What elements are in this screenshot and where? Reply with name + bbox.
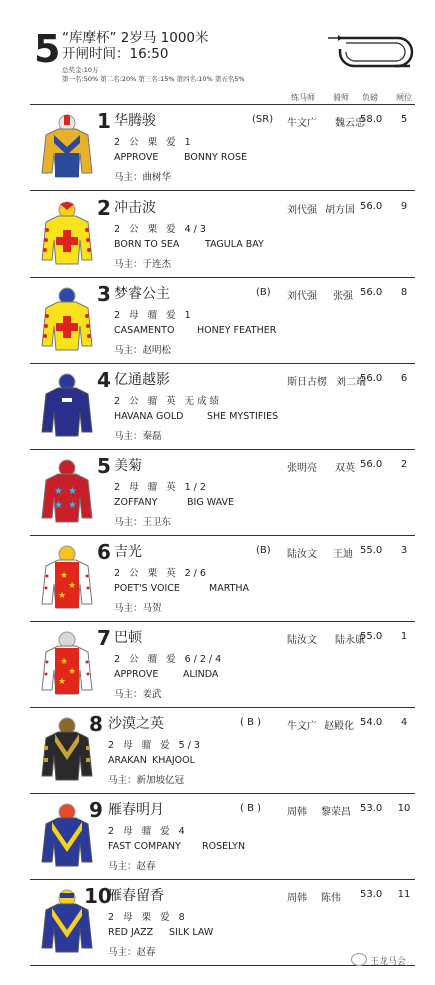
race-start-time: 开闸时间：16:50 [62, 46, 169, 62]
horse-info: 2 公 骝 英 无成绩 [114, 396, 223, 407]
col-weight-header: 负磅 [362, 93, 378, 102]
col-jockey-header: 骑师 [333, 93, 349, 102]
svg-text:★: ★ [68, 486, 77, 497]
trainer-name: 刘代强 [287, 205, 317, 216]
weight: 58.0 [360, 114, 383, 125]
gate-number: 2 [400, 459, 408, 470]
horse-name: 冲击波 [114, 200, 156, 216]
gate-number: 6 [400, 373, 408, 384]
sire-name: APPROVE [114, 669, 159, 680]
horse-info: 2 母 骝 爱 1 [114, 310, 194, 321]
sire-name: CASAMENTO [114, 325, 175, 336]
equipment-tag: ( B ) [240, 803, 262, 814]
owner-name: 马主：赵春 [108, 947, 156, 958]
jockey-name: 陈伟 [321, 893, 341, 904]
runner-row [30, 105, 415, 191]
trainer-name: 周韩 [287, 807, 307, 818]
runner-row [30, 708, 415, 794]
gate-number: 4 [400, 717, 408, 728]
horse-info: 2 公 栗 爱 1 [114, 137, 194, 148]
runner-number: 8 [89, 712, 103, 736]
runner-number: 6 [97, 540, 111, 564]
runner-number: 3 [97, 282, 111, 306]
svg-text:★: ★ [58, 591, 67, 601]
gate-number: 9 [400, 201, 408, 212]
runner-row [30, 278, 415, 364]
horse-name: 吉光 [114, 544, 142, 560]
sire-name: ARAKAN [108, 755, 147, 766]
owner-name: 马主：新加坡亿冠 [108, 775, 185, 786]
runner-row [30, 364, 415, 450]
runner-number: 4 [97, 368, 111, 392]
horse-info: 2 母 栗 爱 8 [108, 912, 188, 923]
logo-text: 王龙马会 [370, 957, 407, 967]
jockey-name: 黎荣昌 [321, 807, 351, 818]
horse-name: 华腾骏 [114, 113, 156, 129]
svg-text:★: ★ [54, 486, 63, 497]
owner-name: 马主：马贺 [114, 603, 162, 614]
owner-name: 马主：曲树华 [114, 172, 172, 183]
trainer-name: 牛文广 [287, 721, 317, 732]
dam-name: HONEY FEATHER [197, 325, 277, 336]
dam-name: SILK LAW [169, 927, 214, 938]
sire-name: POET'S VOICE [114, 583, 180, 594]
trainer-name: 周韩 [287, 893, 307, 904]
weight: 55.0 [360, 631, 383, 642]
equipment-tag: (B) [256, 545, 271, 556]
horse-name: 巴顿 [114, 630, 142, 646]
weight: 56.0 [360, 459, 383, 470]
dam-name: ROSELYN [202, 841, 246, 852]
runner-number: 2 [97, 196, 111, 220]
horse-info: 2 母 骝 爱 4 [108, 826, 188, 837]
gate-number: 3 [400, 545, 408, 556]
runner-row [30, 192, 415, 278]
dam-name: BONNY ROSE [184, 152, 247, 163]
weight: 56.0 [360, 287, 383, 298]
svg-text:★: ★ [54, 500, 63, 511]
weight: 55.0 [360, 545, 383, 556]
owner-name: 马主：赵明松 [114, 345, 172, 356]
horse-info: 2 公 栗 英 2/6 [114, 568, 209, 579]
weight: 53.0 [360, 803, 383, 814]
horse-name: 雁春留香 [108, 888, 164, 904]
chat-bubble-icon [351, 953, 367, 966]
svg-text:★: ★ [60, 571, 69, 581]
jockey-name: 刘二端 [336, 377, 366, 388]
jockey-silks-icon [38, 200, 96, 266]
jockey-name: 胡方国 [325, 205, 355, 216]
owner-name: 马主：姜武 [114, 689, 162, 700]
sire-name: RED JAZZ [108, 927, 154, 938]
equipment-tag: (SR) [252, 114, 274, 125]
jockey-name: 赵殿化 [324, 721, 354, 732]
row-divider [30, 190, 415, 191]
horse-name: 亿通越影 [114, 372, 170, 388]
gate-number: 10 [397, 803, 411, 814]
dam-name: KHAJOOL [152, 755, 195, 766]
trainer-name: 张明亮 [287, 463, 317, 474]
jockey-name: 魏云忠 [335, 118, 365, 129]
trainer-name: 陆汝文 [287, 635, 317, 646]
horse-info: 2 公 栗 爱 4/3 [114, 224, 209, 235]
track-map-icon [326, 33, 416, 71]
horse-info: 2 母 骝 英 1/2 [114, 482, 209, 493]
dam-name: TAGULA BAY [205, 239, 264, 250]
svg-text:★: ★ [58, 677, 67, 687]
prize-split: 第一名:50% 第二名:20% 第三名:15% 第四名:10% 第五名5% [62, 75, 245, 83]
gate-number: 5 [400, 114, 408, 125]
jockey-name: 陆永康 [335, 635, 365, 646]
horse-name: 雁春明月 [108, 802, 164, 818]
owner-name: 马主：赵春 [108, 861, 156, 872]
prize-total: 总奖金:10万 [62, 66, 99, 74]
equipment-tag: (B) [256, 287, 271, 298]
runner-number: 1 [97, 109, 111, 133]
jockey-silks-icon [38, 458, 96, 524]
sire-name: ZOFFANY [114, 497, 158, 508]
sire-name: FAST COMPANY [108, 841, 181, 852]
weight: 54.0 [360, 717, 383, 728]
jockey-silks-icon [38, 113, 96, 179]
trainer-name: 牛文广 [287, 118, 317, 129]
jockey-silks-icon [38, 372, 96, 438]
dam-name: SHE MYSTIFIES [207, 411, 279, 422]
race-number: 5 [34, 27, 61, 71]
gate-number: 11 [397, 889, 411, 900]
runner-row [30, 536, 415, 622]
runner-number: 9 [89, 798, 103, 822]
weight: 56.0 [360, 373, 383, 384]
horse-info: 2 母 骝 爱 5/3 [108, 740, 203, 751]
sire-name: HAVANA GOLD [114, 411, 184, 422]
jockey-silks-icon [38, 286, 96, 352]
runner-number: 7 [97, 626, 111, 650]
jockey-silks-icon [38, 544, 96, 610]
jockey-name: 王迪 [333, 549, 353, 560]
owner-name: 马主：秦磊 [114, 431, 162, 442]
svg-text:★: ★ [68, 667, 77, 677]
race-title: “库摩杯” 2岁马 1000米 [62, 30, 209, 46]
sire-name: BORN TO SEA [114, 239, 180, 250]
jockey-silks-icon [38, 630, 96, 696]
dam-name: ALINDA [183, 669, 219, 680]
watermark-logo [351, 953, 406, 967]
weight: 53.0 [360, 889, 383, 900]
runner-row [30, 622, 415, 708]
runner-row [30, 794, 415, 880]
gate-number: 8 [400, 287, 408, 298]
runner-number: 5 [97, 454, 111, 478]
svg-text:★: ★ [60, 657, 69, 667]
jockey-name: 张强 [333, 291, 353, 302]
owner-name: 马主：王卫东 [114, 517, 172, 528]
weight: 56.0 [360, 201, 383, 212]
dam-name: MARTHA [209, 583, 250, 594]
gate-number: 1 [400, 631, 408, 642]
horse-name: 沙漠之英 [108, 716, 164, 732]
owner-name: 马主：于连杰 [114, 259, 172, 270]
sire-name: APPROVE [114, 152, 159, 163]
dam-name: BIG WAVE [187, 497, 234, 508]
trainer-name: 斯日古楞 [287, 377, 327, 388]
race-header [0, 0, 435, 104]
horse-info: 2 公 骝 爱 6/2/4 [114, 654, 225, 665]
horse-name: 梦睿公主 [114, 286, 170, 302]
trainer-name: 陆汝文 [287, 549, 317, 560]
jockey-name: 双英 [335, 463, 355, 474]
trainer-name: 刘代强 [287, 291, 317, 302]
horse-name: 美菊 [114, 458, 142, 474]
svg-text:★: ★ [68, 581, 77, 591]
col-trainer-header: 练马师 [291, 93, 315, 102]
equipment-tag: ( B ) [240, 717, 262, 728]
svg-text:★: ★ [68, 500, 77, 511]
runner-number: 10 [84, 884, 112, 908]
col-gate-header: 闸位 [396, 93, 412, 102]
runner-row [30, 450, 415, 536]
